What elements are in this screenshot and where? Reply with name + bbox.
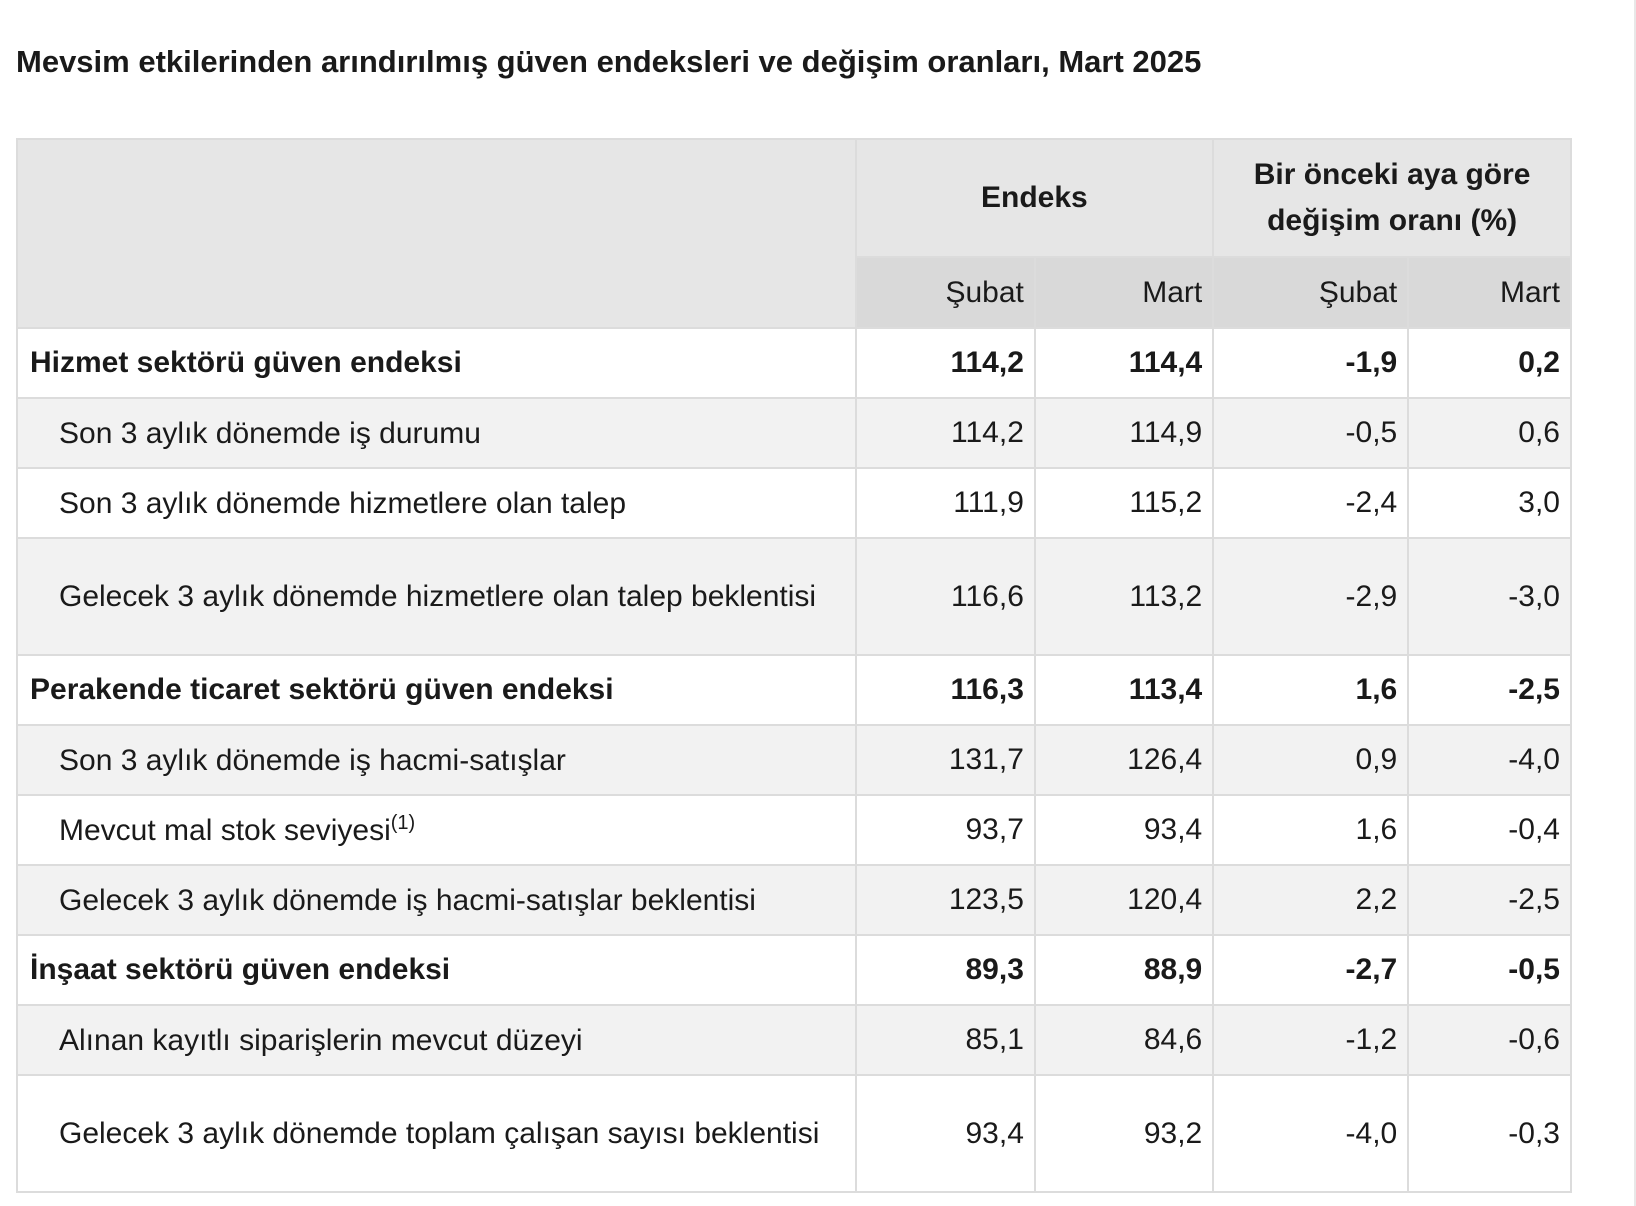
header-change-group xyxy=(1213,139,1571,257)
cell-index-mar: 115,2 xyxy=(1035,468,1213,538)
cell-change-mar: -4,0 xyxy=(1408,725,1571,795)
footnote-marker: (1) xyxy=(390,811,416,834)
row-label xyxy=(17,795,856,865)
confidence-index-table xyxy=(16,138,1572,1193)
table-row xyxy=(17,655,1571,725)
cell-change-mar: -2,5 xyxy=(1408,655,1571,725)
row-label: Hizmet sektörü güven endeksi xyxy=(17,328,856,398)
cell-change-feb: 0,9 xyxy=(1213,725,1408,795)
cell-index-mar: 93,2 xyxy=(1035,1075,1213,1192)
row-label: Gelecek 3 aylık dönemde iş hacmi-satışlar beklentisi xyxy=(17,865,856,935)
header-change-feb: Şubat xyxy=(1213,257,1408,328)
cell-index-feb: 116,3 xyxy=(856,655,1035,725)
table-row xyxy=(17,1075,1571,1192)
header-index-feb: Şubat xyxy=(856,257,1035,328)
table-row xyxy=(17,865,1571,935)
row-label: İnşaat sektörü güven endeksi xyxy=(17,935,856,1005)
cell-index-feb: 123,5 xyxy=(856,865,1035,935)
table-row xyxy=(17,935,1571,1005)
cell-index-feb: 131,7 xyxy=(856,725,1035,795)
cell-index-feb: 114,2 xyxy=(856,328,1035,398)
row-label: Son 3 aylık dönemde iş durumu xyxy=(17,398,856,468)
cell-index-feb: 111,9 xyxy=(856,468,1035,538)
cell-index-feb: 89,3 xyxy=(856,935,1035,1005)
cell-change-mar: 0,2 xyxy=(1408,328,1571,398)
cell-index-mar: 120,4 xyxy=(1035,865,1213,935)
cell-change-feb: -1,9 xyxy=(1213,328,1408,398)
cell-change-feb: 1,6 xyxy=(1213,795,1408,865)
row-label: Gelecek 3 aylık dönemde toplam çalışan sayısı beklentisi xyxy=(17,1075,856,1192)
cell-index-mar: 126,4 xyxy=(1035,725,1213,795)
cell-index-mar: 93,4 xyxy=(1035,795,1213,865)
cell-change-mar: -0,6 xyxy=(1408,1005,1571,1075)
cell-change-mar: -3,0 xyxy=(1408,538,1571,655)
header-change-line1: Bir önceki aya göre xyxy=(1253,158,1531,191)
row-label: Alınan kayıtlı siparişlerin mevcut düzeyi xyxy=(17,1005,856,1075)
cell-change-feb: -2,4 xyxy=(1213,468,1408,538)
cell-index-mar: 113,4 xyxy=(1035,655,1213,725)
table-row xyxy=(17,538,1571,655)
row-label-text: Mevcut mal stok seviyesi xyxy=(59,813,391,847)
cell-index-feb: 114,2 xyxy=(856,398,1035,468)
cell-change-feb: -1,2 xyxy=(1213,1005,1408,1075)
cell-index-feb: 93,4 xyxy=(856,1075,1035,1192)
table-row xyxy=(17,725,1571,795)
cell-index-feb: 85,1 xyxy=(856,1005,1035,1075)
cell-index-mar: 84,6 xyxy=(1035,1005,1213,1075)
table-row xyxy=(17,795,1571,865)
cell-index-feb: 116,6 xyxy=(856,538,1035,655)
cell-index-feb: 93,7 xyxy=(856,795,1035,865)
cell-change-mar: -2,5 xyxy=(1408,865,1571,935)
row-label: Perakende ticaret sektörü güven endeksi xyxy=(17,655,856,725)
cell-change-feb: -0,5 xyxy=(1213,398,1408,468)
header-index-mar: Mart xyxy=(1035,257,1213,328)
cell-change-feb: -4,0 xyxy=(1213,1075,1408,1192)
table-row xyxy=(17,1005,1571,1075)
row-label: Son 3 aylık dönemde iş hacmi-satışlar xyxy=(17,725,856,795)
cell-change-mar: 0,6 xyxy=(1408,398,1571,468)
cell-index-mar: 114,4 xyxy=(1035,328,1213,398)
cell-index-mar: 114,9 xyxy=(1035,398,1213,468)
cell-change-mar: -0,4 xyxy=(1408,795,1571,865)
cell-change-mar: -0,3 xyxy=(1408,1075,1571,1192)
header-change-mar: Mart xyxy=(1408,257,1571,328)
cell-change-feb: -2,9 xyxy=(1213,538,1408,655)
table-row xyxy=(17,328,1571,398)
header-index-group: Endeks xyxy=(856,139,1214,257)
header-blank-cell xyxy=(17,139,856,328)
cell-index-mar: 88,9 xyxy=(1035,935,1213,1005)
table-row xyxy=(17,398,1571,468)
cell-change-feb: 1,6 xyxy=(1213,655,1408,725)
cell-change-feb: -2,7 xyxy=(1213,935,1408,1005)
header-change-line2: değişim oranı (%) xyxy=(1267,204,1518,237)
cell-index-mar: 113,2 xyxy=(1035,538,1213,655)
cell-change-feb: 2,2 xyxy=(1213,865,1408,935)
cell-change-mar: -0,5 xyxy=(1408,935,1571,1005)
table-row xyxy=(17,468,1571,538)
page-title: Mevsim etkilerinden arındırılmış güven endeksleri ve değişim oranları, Mart 2025 xyxy=(16,44,1202,79)
cell-change-mar: 3,0 xyxy=(1408,468,1571,538)
row-label: Son 3 aylık dönemde hizmetlere olan talep xyxy=(17,468,856,538)
row-label: Gelecek 3 aylık dönemde hizmetlere olan talep beklentisi xyxy=(17,538,856,655)
